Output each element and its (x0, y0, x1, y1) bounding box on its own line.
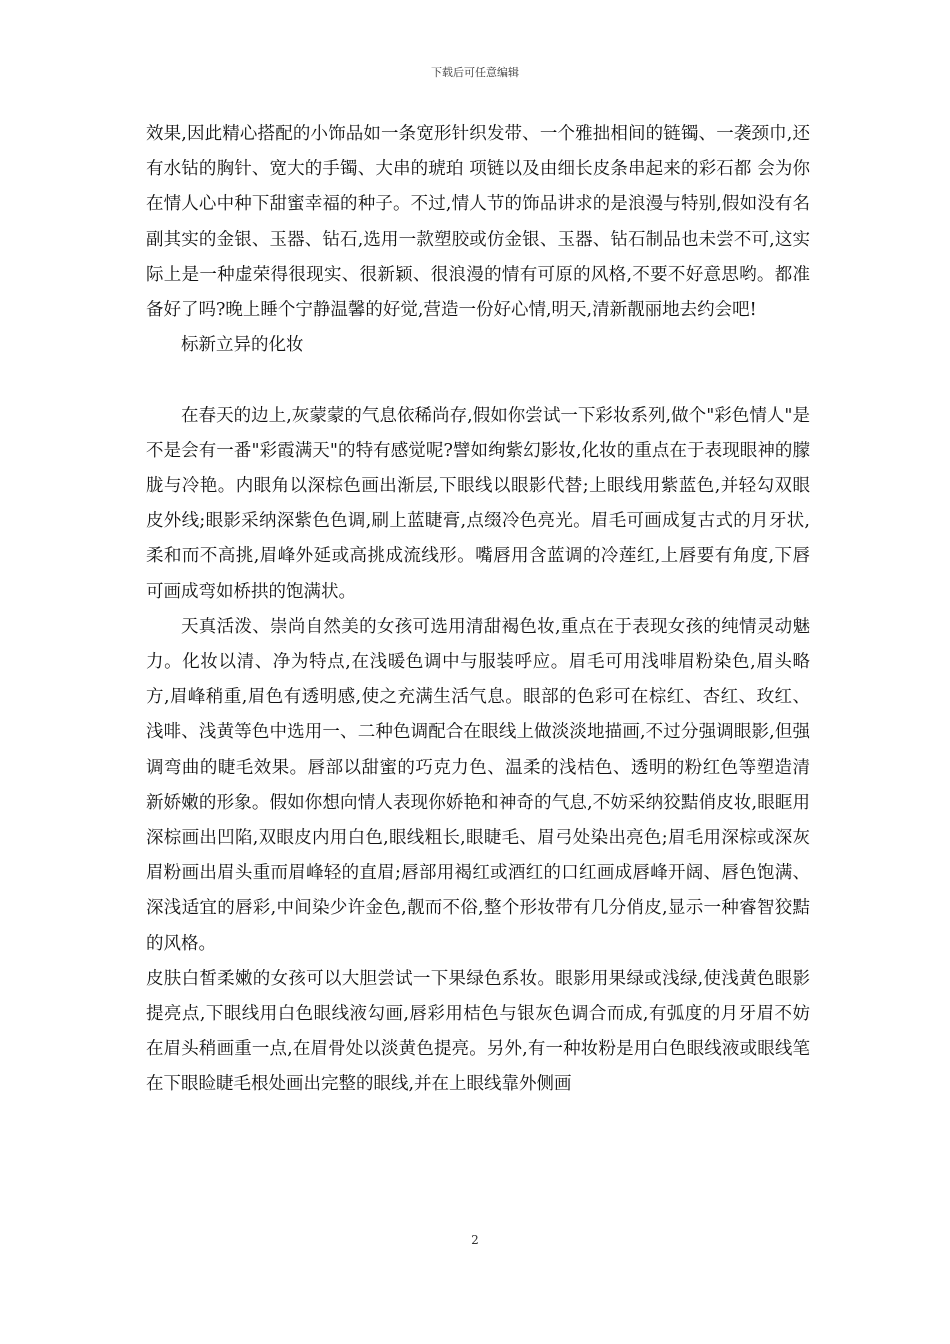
paragraph-green-makeup: 皮肤白皙柔嫩的女孩可以大胆尝试一下果绿色系妆。眼影用果绿或浅绿,使浅黄色眼影提亮点,下眼线用白色眼线液勾画,唇彩用桔色与银灰色调合而成,有弧度的月牙眉不妨在眉头稍画重一点,在眉骨处以淡黄色提亮。另外,有一种妆粉是用白色眼线液或眼线笔在下眼睑睫毛根处画出完整的眼线,并在上眼线靠外侧画 (146, 968, 810, 1095)
paragraph-accessories: 效果,因此精心搭配的小饰品如一条宽形针织发带、一个雅拙相间的链镯、一袭颈巾,还有水钻的胸针、宽大的手镯、大串的琥珀 项链以及由细长皮条串起来的彩石都 会为你在情人心中种下甜蜜幸福的种子。不过,情人节的饰品讲求的是浪漫与特别,假如没有名副其实的金银、玉器、钻石,选用一款塑胶或仿金银、玉器、钻石制品也未尝不可,这实际上是一种虚荣得很现实、很新颖、很浪漫的情有可原的风格,不要不好意思哟。都准备好了吗?晚上睡个宁静温馨的好觉,营造一份好心情,明天,清新靓丽地去约会吧! (146, 124, 810, 321)
page-header: 下载后可任意编辑 (431, 66, 519, 79)
paragraph-purple-makeup: 在春天的边上,灰蒙蒙的气息依稀尚存,假如你尝试一下彩妆系列,做个"彩色情人"是不是会有一番"彩霞满天"的特有感觉呢?譬如绚紫幻影妆,化妆的重点在于表现眼神的朦胧与冷艳。内眼角以深棕色画出渐层,下眼线以眼影代替;上眼线用紫蓝色,并轻勾双眼皮外线;眼影采纳深紫色色调,刷上蓝睫膏,点缀冷色亮光。眉毛可画成复古式的月牙状,柔和而不高挑,眉峰外延或高挑成流线形。嘴唇用含蓝调的冷莲红,上唇要有角度,下唇可画成弯如桥拱的饱满状。 (146, 405, 810, 602)
paragraph-brown-makeup: 天真活泼、崇尚自然美的女孩可选用清甜褐色妆,重点在于表现女孩的纯情灵动魅力。化妆以清、净为特点,在浅暖色调中与服装呼应。眉毛可用浅啡眉粉染色,眉头略方,眉峰稍重,眉色有透明感,使之充满生活气息。眼部的色彩可在棕红、杏红、玫红、浅啡、浅黄等色中选用一、二种色调配合在眼线上做淡淡地描画,不过分强调眼影,但强调弯曲的睫毛效果。唇部以甜蜜的巧克力色、温柔的浅桔色、透明的粉红色等塑造清新娇嫩的形象。假如你想向情人表现你娇艳和神奇的气息,不妨采纳狡黠俏皮妆,眼眶用深棕画出凹陷,双眼皮内用白色,眼线粗长,眼睫毛、眉弓处染出亮色;眉毛用深棕或深灰眉粉画出眉头重而眉峰轻的直眉;唇部用褐红或酒红的口红画成唇峰开阔、唇色饱满、深浅适宜的唇彩,中间染少许金色,靓而不俗,整个形妆带有几分俏皮,显示一种睿智狡黠的风格。 (146, 616, 810, 954)
document-body (146, 117, 810, 1103)
page-number: 2 (471, 1233, 479, 1247)
section-heading: 标新立异的化妆 (181, 335, 304, 356)
